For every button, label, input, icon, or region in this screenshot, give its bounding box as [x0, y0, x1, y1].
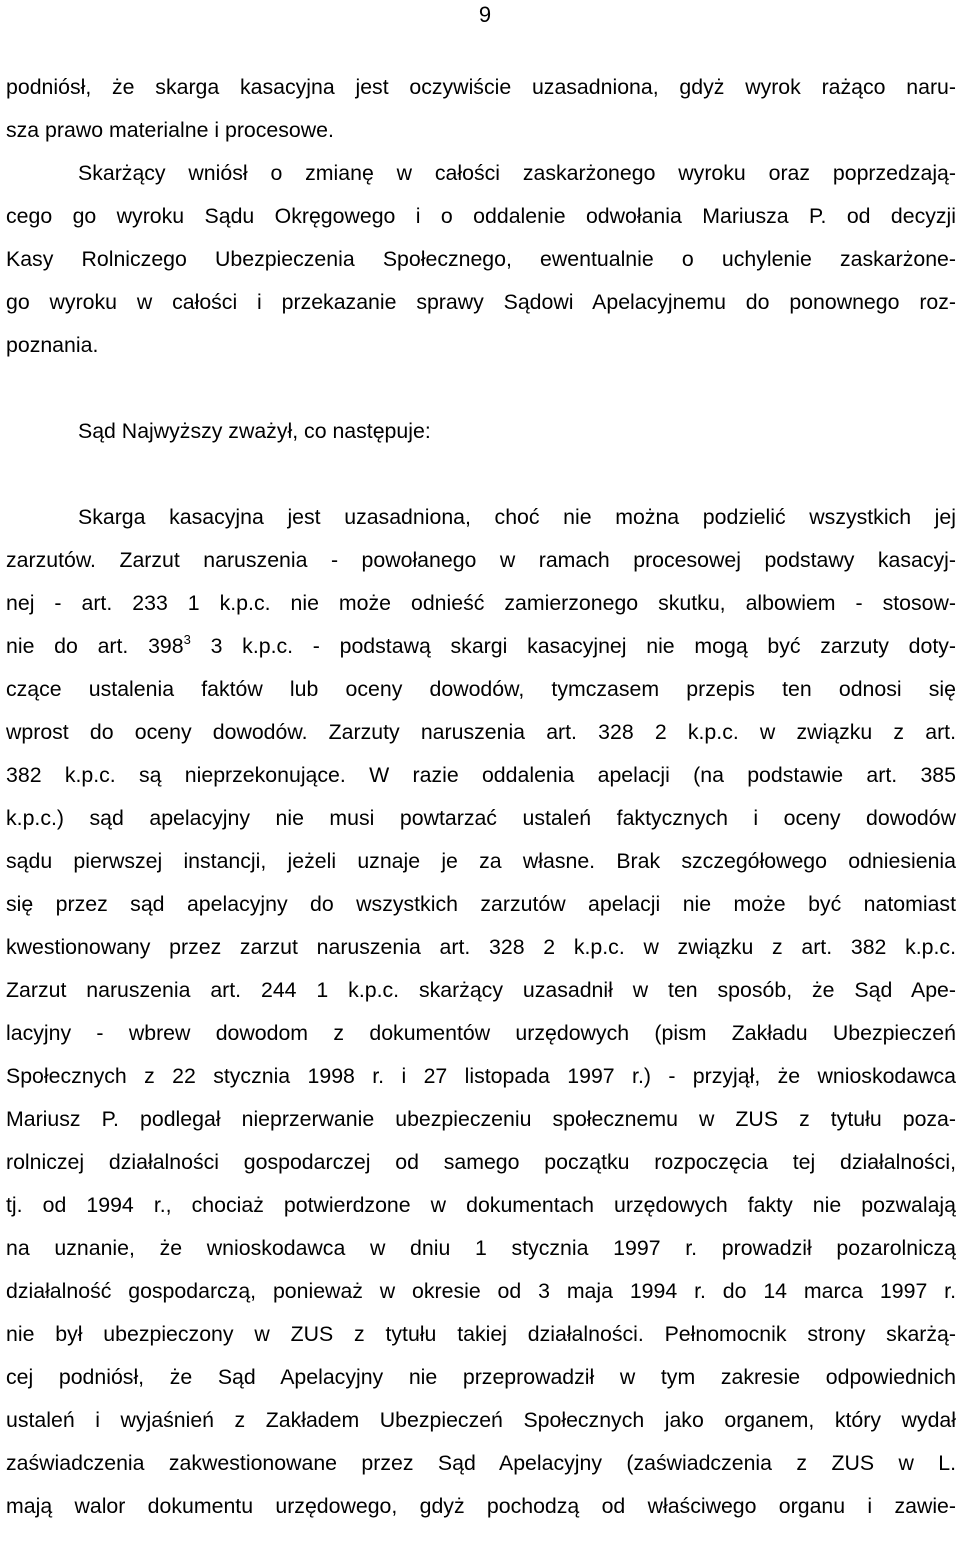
- text-line: [6, 332, 956, 358]
- text-line: [78, 504, 956, 530]
- text-line: [6, 1407, 956, 1433]
- text-segment: cej podniósł, że Sąd Apelacyjny nie przeprowadził w tym zakresie odpowiednich: [6, 1365, 956, 1389]
- text-line: [78, 418, 956, 444]
- text-segment: mają walor dokumentu urzędowego, gdyż pochodzą od właściwego organu i zawie-: [6, 1494, 956, 1518]
- text-segment: zarzutów. Zarzut naruszenia - powołanego w ramach procesowej podstawy kasacyj-: [6, 548, 956, 572]
- text-line: [6, 1450, 956, 1476]
- text-segment: na uznanie, że wnioskodawca w dniu 1 stycznia 1997 r. prowadził pozarolniczą: [6, 1236, 956, 1260]
- text-line: [6, 1149, 956, 1175]
- text-line: [6, 762, 956, 788]
- text-line: [6, 676, 956, 702]
- text-segment: k.p.c.) sąd apelacyjny nie musi powtarzać ustaleń faktycznych i oceny dowodów: [6, 806, 956, 830]
- text-segment: sza prawo materialne i procesowe.: [6, 118, 334, 142]
- text-line: [6, 1235, 956, 1261]
- text-segment: Skarżący wniósł o zmianę w całości zaskarżonego wyroku oraz poprzedzają-: [78, 161, 956, 185]
- text-segment: ustaleń i wyjaśnień z Zakładem Ubezpieczeń Społecznych jako organem, który wydał: [6, 1408, 956, 1432]
- text-line: [6, 246, 956, 272]
- superscript: 3: [183, 632, 191, 647]
- text-segment: rolniczej działalności gospodarczej od samego początku rozpoczęcia tej działalności,: [6, 1150, 956, 1174]
- text-segment: cego go wyroku Sądu Okręgowego i o oddalenie odwołania Mariusza P. od decyzji: [6, 204, 956, 228]
- text-line: [6, 848, 956, 874]
- text-line: [6, 1106, 956, 1132]
- text-line: [6, 1192, 956, 1218]
- text-segment: Kasy Rolniczego Ubezpieczenia Społecznego, ewentualnie o uchylenie zaskarżone-: [6, 247, 956, 271]
- text-segment: zaświadczenia zakwestionowane przez Sąd Apelacyjny (zaświadczenia z ZUS w L.: [6, 1451, 956, 1475]
- text-segment: nie do art. 398: [6, 634, 184, 658]
- text-segment: nej - art. 233 1 k.p.c. nie może odnieść zamierzonego skutku, albowiem - stosow-: [6, 591, 956, 615]
- text-line: [6, 590, 956, 616]
- text-line: [6, 74, 956, 100]
- text-segment: Skarga kasacyjna jest uzasadniona, choć nie można podzielić wszystkich jej: [78, 505, 956, 529]
- text-line: [6, 891, 956, 917]
- text-line: [6, 203, 956, 229]
- text-segment: podniósł, że skarga kasacyjna jest oczywiście uzasadniona, gdyż wyrok rażąco naru-: [6, 75, 956, 99]
- text-line: [6, 547, 956, 573]
- page-number: 9: [478, 2, 492, 27]
- text-segment: działalność gospodarczą, ponieważ w okresie od 3 maja 1994 r. do 14 marca 1997 r.: [6, 1279, 956, 1303]
- text-segment: Sąd Najwyższy zważył, co następuje:: [78, 419, 431, 443]
- text-line: [6, 1278, 956, 1304]
- text-line: [6, 1063, 956, 1089]
- text-segment: kwestionowany przez zarzut naruszenia art. 328 2 k.p.c. w związku z art. 382 k.p.c.: [6, 935, 956, 959]
- text-segment: poznania.: [6, 333, 99, 357]
- text-line: [6, 117, 956, 143]
- text-segment: Zarzut naruszenia art. 244 1 k.p.c. skarżący uzasadnił w ten sposób, że Sąd Ape-: [6, 978, 956, 1002]
- text-line: [6, 1321, 956, 1347]
- text-line: [78, 160, 956, 186]
- text-line: [6, 977, 956, 1003]
- text-line: [6, 719, 956, 745]
- text-line: [6, 805, 956, 831]
- text-line: [6, 1020, 956, 1046]
- text-segment: 382 k.p.c. są nieprzekonujące. W razie oddalenia apelacji (na podstawie art. 385: [6, 763, 956, 787]
- text-segment: sądu pierwszej instancji, jeżeli uznaje je za własne. Brak szczegółowego odniesienia: [6, 849, 956, 873]
- text-segment: wprost do oceny dowodów. Zarzuty naruszenia art. 328 2 k.p.c. w związku z art.: [6, 720, 956, 744]
- text-segment: lacyjny - wbrew dowodom z dokumentów urzędowych (pism Zakładu Ubezpieczeń: [6, 1021, 956, 1045]
- text-line: [6, 289, 956, 315]
- text-segment: się przez sąd apelacyjny do wszystkich zarzutów apelacji nie może być natomiast: [6, 892, 956, 916]
- text-segment: 3 k.p.c. - podstawą skargi kasacyjnej nie mogą być zarzuty doty-: [190, 634, 956, 658]
- text-line: [6, 1493, 956, 1519]
- text-segment: tj. od 1994 r., chociaż potwierdzone w dokumentach urzędowych fakty nie pozwalają: [6, 1193, 956, 1217]
- text-line: [6, 934, 956, 960]
- text-line: [6, 633, 956, 659]
- text-segment: Społecznych z 22 stycznia 1998 r. i 27 listopada 1997 r.) - przyjął, że wnioskodawca: [6, 1064, 956, 1088]
- text-segment: nie był ubezpieczony w ZUS z tytułu takiej działalności. Pełnomocnik strony skarżą-: [6, 1322, 956, 1346]
- text-segment: Mariusz P. podlegał nieprzerwanie ubezpieczeniu społecznemu w ZUS z tytułu poza-: [6, 1107, 956, 1131]
- text-line: [6, 1364, 956, 1390]
- text-segment: go wyroku w całości i przekazanie sprawy Sądowi Apelacyjnemu do ponownego roz-: [6, 290, 956, 314]
- text-segment: czące ustalenia faktów lub oceny dowodów, tymczasem przepis ten odnosi się: [6, 677, 956, 701]
